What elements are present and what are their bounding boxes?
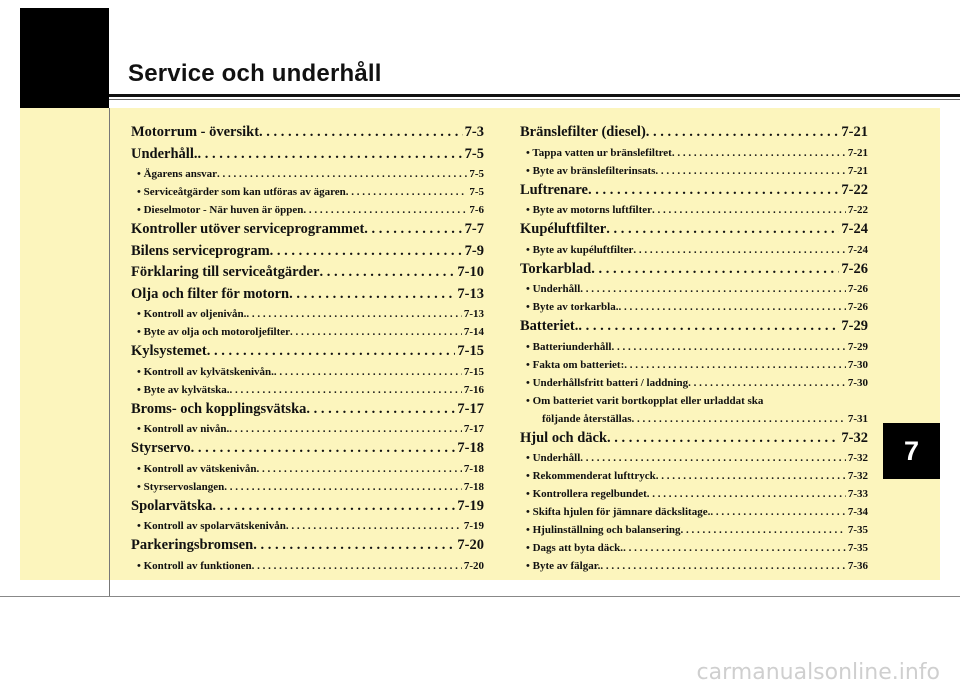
page-title: Service och underhåll: [128, 60, 382, 87]
toc-entry-label: • Underhållsfritt batteri / laddning: [526, 376, 689, 389]
toc-column-right: [520, 122, 868, 575]
toc-subsection[interactable]: [520, 280, 868, 298]
dot-leader: [191, 438, 456, 460]
toc-subsection[interactable]: [520, 374, 868, 392]
toc-page-number: 7-13: [457, 285, 484, 302]
toc-page-number: 7-24: [841, 221, 868, 237]
toc-entry-label: Kylsystemet: [131, 343, 207, 359]
dot-leader: [618, 298, 845, 316]
toc-entry-label: • Kontroll av kylvätskenivån.: [137, 365, 274, 378]
toc-entry-label: • Styrservoslangen: [137, 480, 225, 493]
toc-subsection[interactable]: [131, 363, 484, 381]
toc-page-number: 7-33: [847, 488, 868, 500]
dot-leader: [655, 162, 845, 180]
toc-page-number: 7-18: [463, 462, 484, 475]
toc-page-number: 7-32: [847, 452, 868, 464]
toc-subsection[interactable]: [131, 183, 484, 201]
toc-entry-label: • Tappa vatten ur bränslefiltret: [526, 146, 672, 159]
toc-subsection[interactable]: [520, 557, 868, 575]
chapter-tab[interactable]: 7: [883, 423, 940, 479]
toc-page-number: 7-6: [469, 204, 484, 216]
dot-leader: [652, 201, 846, 219]
toc-section[interactable]: [131, 219, 484, 241]
dot-leader: [688, 374, 846, 392]
toc-section[interactable]: [520, 219, 868, 241]
dot-leader: [286, 517, 462, 535]
toc-subsection[interactable]: [520, 449, 868, 467]
dot-leader: [217, 165, 467, 183]
toc-column-left: [131, 122, 484, 575]
dot-leader: [646, 122, 840, 144]
toc-section[interactable]: [520, 180, 868, 202]
toc-page-number: 7-29: [847, 340, 868, 353]
title-rule: [109, 94, 960, 97]
toc-entry-label: Luftrenare: [520, 181, 588, 198]
toc-page-number: 7-18: [463, 480, 484, 493]
title-rule-thin: [109, 99, 960, 100]
toc-section[interactable]: [131, 284, 484, 306]
toc-subsection[interactable]: [520, 298, 868, 316]
dot-leader: [274, 363, 462, 381]
toc-page-number: 7-36: [847, 560, 868, 572]
toc-entry-label: • Byte av kupéluftfilter: [526, 243, 634, 256]
toc-page-number: 7-7: [464, 221, 484, 237]
toc-entry-label: Kupéluftfilter: [520, 221, 607, 237]
toc-entry-label: • Byte av bränslefilterinsats: [526, 164, 656, 177]
toc-entry-label: Bränslefilter (diesel): [520, 124, 646, 140]
toc-entry-label: • Dieselmotor - När huven är öppen: [137, 204, 304, 216]
dot-leader: [290, 323, 462, 341]
toc-entry-label: • Byte av torkarbla.: [526, 301, 619, 313]
toc-subsection[interactable]: [520, 539, 868, 557]
toc-entry-label: Motorrum - översikt: [131, 124, 260, 140]
footer-rule: [0, 596, 960, 597]
toc-page-number: 7-21: [847, 146, 868, 159]
toc-subsection[interactable]: [520, 467, 868, 485]
toc-section[interactable]: [520, 316, 868, 338]
dot-leader: [270, 241, 463, 263]
toc-page-number: 7-13: [463, 308, 484, 320]
dot-leader: [229, 381, 461, 399]
toc-page-number: 7-32: [841, 429, 868, 446]
toc-entry-label: • Byte av kylvätska.: [137, 383, 230, 396]
toc-section[interactable]: [131, 496, 484, 518]
toc-page-number: 7-18: [457, 440, 484, 456]
toc-page-number: 7-20: [463, 559, 484, 572]
dot-leader: [197, 144, 462, 166]
toc-entry-label: Underhåll.: [131, 145, 198, 162]
toc-page-number: 7-5: [469, 186, 484, 198]
toc-entry-label: • Rekommenderat lufttryck: [526, 470, 656, 482]
toc-page-number: 7-21: [841, 124, 868, 140]
toc-entry-label: • Underhåll: [526, 452, 581, 464]
toc-page-number: 7-22: [841, 181, 868, 198]
toc-page-number: 7-19: [457, 497, 484, 514]
dot-leader: [656, 467, 846, 485]
toc-entry-label: Spolarvätska: [131, 497, 213, 514]
toc-section[interactable]: [131, 241, 484, 263]
toc-subsection[interactable]: [520, 201, 868, 219]
toc-page-number: 7-32: [847, 470, 868, 482]
dot-leader: [259, 122, 463, 144]
dot-leader: [632, 410, 846, 428]
toc-entry-label: • Fakta om batteriet:: [526, 358, 625, 371]
dot-leader: [633, 241, 845, 259]
toc-page-number: 7-15: [457, 343, 484, 359]
dot-leader: [346, 183, 468, 201]
toc-entry-label: • Om batteriet varit bortkopplat eller urladdat ska: [526, 394, 764, 407]
toc-entry-label: • Dags att byta däck.: [526, 542, 624, 554]
toc-section[interactable]: [131, 122, 484, 144]
toc-page-number: 7-29: [841, 318, 868, 334]
toc-subsection[interactable]: [520, 162, 868, 180]
margin-line: [109, 108, 110, 596]
toc-subsection[interactable]: [131, 478, 484, 496]
toc-subsection[interactable]: [520, 410, 868, 428]
dot-leader: [580, 449, 846, 467]
toc-page-number: 7-5: [464, 145, 484, 162]
toc-section[interactable]: [131, 341, 484, 363]
toc-page-number: 7-30: [847, 358, 868, 371]
toc-page-number: 7-9: [464, 242, 484, 259]
dot-leader: [580, 280, 846, 298]
toc-page-number: 7-3: [464, 124, 484, 140]
dot-leader: [224, 478, 462, 496]
toc-subsection[interactable]: [520, 356, 868, 374]
toc-section[interactable]: [131, 399, 484, 421]
dot-leader: [623, 539, 846, 557]
toc-subsection[interactable]: [520, 485, 868, 503]
toc-section[interactable]: [131, 262, 484, 284]
dot-leader: [710, 503, 845, 521]
toc-page-number: 7-22: [847, 204, 868, 216]
dot-leader: [229, 420, 462, 438]
toc-page-number: 7-26: [847, 283, 868, 295]
toc-page-number: 7-17: [457, 400, 484, 417]
dot-leader: [253, 535, 455, 557]
dot-leader: [588, 180, 839, 202]
toc-entry-label: följande återställas: [542, 412, 632, 425]
toc-page-number: 7-20: [457, 537, 484, 553]
toc-entry-label: • Kontrollera regelbundet: [526, 488, 647, 500]
toc-page-number: 7-16: [463, 383, 484, 396]
toc-entry-label: Styrservo: [131, 440, 191, 456]
toc-entry-label: • Ägarens ansvar: [137, 168, 218, 180]
toc-section[interactable]: [131, 438, 484, 460]
toc-page-number: 7-10: [457, 264, 484, 280]
toc-page-number: 7-30: [847, 376, 868, 389]
toc-subsection[interactable]: [520, 144, 868, 162]
toc-entry-label: Batteriet.: [520, 318, 579, 334]
toc-entry-label: Parkeringsbromsen: [131, 537, 254, 553]
dot-leader: [606, 219, 839, 241]
toc-page-number: 7-14: [463, 326, 484, 338]
toc-page-number: 7-26: [847, 301, 868, 313]
toc-subsection[interactable]: [131, 460, 484, 478]
toc-page-number: 7-26: [841, 260, 868, 277]
toc-subsection[interactable]: [520, 521, 868, 539]
toc-subsection[interactable]: [131, 323, 484, 341]
toc-entry-label: Olja och filter för motorn: [131, 285, 290, 302]
toc-entry-label: Hjul och däck: [520, 429, 608, 446]
toc-subsection[interactable]: [131, 557, 484, 575]
dot-leader: [578, 316, 839, 338]
toc-entry-label: • Kontroll av funktionen: [137, 559, 252, 572]
toc-page-number: 7-24: [847, 243, 868, 256]
toc-entry-label: Förklaring till serviceåtgärder: [131, 264, 320, 280]
dot-leader: [256, 460, 461, 478]
toc-entry-label: Bilens serviceprogram: [131, 242, 270, 259]
dot-leader: [289, 284, 455, 306]
toc-subsection[interactable]: [131, 381, 484, 399]
toc-subsection[interactable]: [131, 165, 484, 183]
dot-leader: [611, 338, 845, 356]
toc-entry-label: • Byte av motorns luftfilter: [526, 204, 653, 216]
toc-page-number: 7-34: [847, 506, 868, 518]
toc-section[interactable]: [520, 259, 868, 281]
toc-entry-label: • Kontroll av oljenivån.: [137, 308, 247, 320]
dot-leader: [246, 305, 461, 323]
toc-subsection[interactable]: [131, 305, 484, 323]
toc-subsection[interactable]: [131, 201, 484, 219]
toc-page-number: 7-19: [463, 520, 484, 532]
chapter-header-block: [20, 8, 109, 108]
toc-page-number: 7-21: [847, 164, 868, 177]
dot-leader: [624, 356, 846, 374]
toc-entry-label: • Serviceåtgärder som kan utföras av ägaren: [137, 186, 346, 198]
dot-leader: [647, 485, 846, 503]
toc-page-number: 7-35: [847, 524, 868, 536]
dot-leader: [252, 557, 462, 575]
toc-section[interactable]: [131, 144, 484, 166]
toc-entry-label: • Kontroll av nivån.: [137, 423, 230, 435]
toc-section[interactable]: [131, 535, 484, 557]
toc-page-number: 7-5: [469, 168, 484, 180]
dot-leader: [591, 259, 839, 281]
toc-entry-label: Kontroller utöver serviceprogrammet: [131, 221, 365, 237]
dot-leader: [306, 399, 455, 421]
toc-entry-label: • Batteriunderhåll: [526, 340, 612, 353]
toc-page-number: 7-31: [847, 412, 868, 425]
dot-leader: [607, 428, 839, 450]
toc-subsection[interactable]: [520, 392, 868, 410]
dot-leader: [303, 201, 467, 219]
dot-leader: [600, 557, 846, 575]
toc-page-number: 7-35: [847, 542, 868, 554]
toc-subsection[interactable]: [131, 517, 484, 535]
toc-entry-label: • Skifta hjulen för jämnare däckslitage.: [526, 506, 711, 518]
toc-entry-label: Broms- och kopplingsvätska: [131, 400, 307, 417]
toc-page-number: 7-15: [463, 365, 484, 378]
toc-section[interactable]: [520, 122, 868, 144]
dot-leader: [681, 521, 846, 539]
toc-subsection[interactable]: [520, 503, 868, 521]
toc-subsection[interactable]: [520, 241, 868, 259]
dot-leader: [207, 341, 456, 363]
toc-entry-label: • Kontroll av vätskenivån: [137, 462, 257, 475]
toc-entry-label: • Kontroll av spolarvätskenivån: [137, 520, 286, 532]
toc-page-number: 7-17: [463, 423, 484, 435]
dot-leader: [319, 262, 455, 284]
dot-leader: [364, 219, 462, 241]
dot-leader: [212, 496, 455, 518]
toc-subsection[interactable]: [520, 338, 868, 356]
toc-entry-label: • Underhåll: [526, 283, 581, 295]
toc-section[interactable]: [520, 428, 868, 450]
toc-entry-label: • Byte av olja och motoroljefilter: [137, 326, 291, 338]
toc-entry-label: • Hjulinställning och balansering: [526, 524, 681, 536]
dot-leader: [672, 144, 846, 162]
toc-entry-label: Torkarblad: [520, 260, 592, 277]
toc-entry-label: • Byte av fälgar.: [526, 560, 601, 572]
toc-subsection[interactable]: [131, 420, 484, 438]
watermark: carmanualsonline.info: [696, 660, 940, 685]
